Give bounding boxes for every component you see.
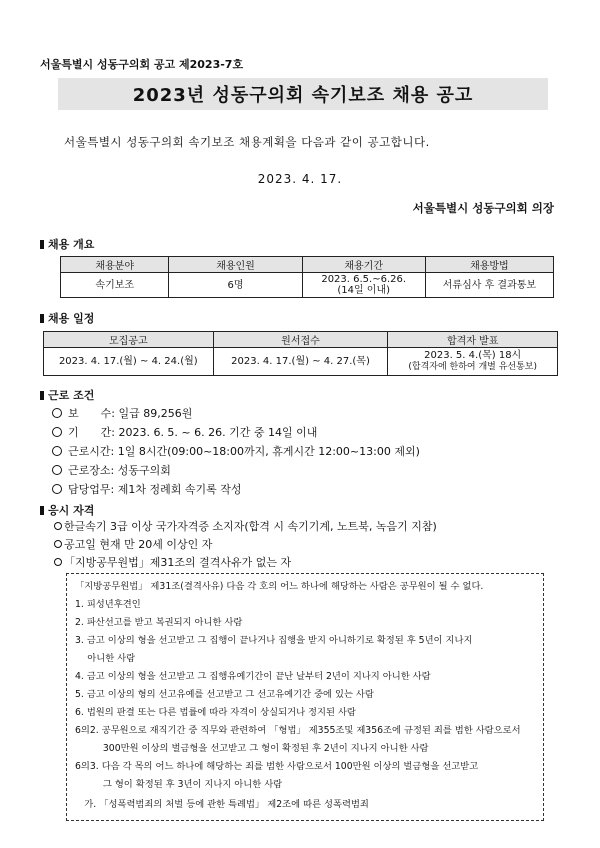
overview-period-note: (14일 이내) bbox=[337, 285, 391, 296]
schedule-header: 합격자 발표 bbox=[388, 332, 558, 348]
qualification-item bbox=[54, 554, 291, 570]
condition-item bbox=[52, 481, 241, 497]
box-line: 6. 법원의 판결 또는 다른 법률에 따라 자격이 상실되거나 정지된 사람 bbox=[75, 707, 356, 718]
circle-bullet-icon bbox=[52, 465, 62, 475]
overview-header: 채용분야 bbox=[61, 257, 169, 273]
circle-bullet-icon bbox=[52, 446, 62, 456]
disqualification-box bbox=[66, 573, 544, 821]
page-title: 2023년 성동구의회 속기보조 채용 공고 bbox=[132, 85, 474, 106]
section-overview bbox=[40, 236, 94, 252]
section-conditions bbox=[40, 387, 94, 403]
box-line: 300만원 이상의 벌금형을 선고받고 그 형이 확정된 후 2년이 지나지 아니한 사람 bbox=[75, 743, 429, 754]
condition-text: 근로시간: 1일 8시간(09:00~18:00까지, 휴게시간 12:00~13:00 제외) bbox=[68, 445, 420, 458]
schedule-announce-date: 2023. 5. 4.(목) 18시 bbox=[424, 350, 522, 361]
condition-text: 근로장소: 성동구의회 bbox=[68, 464, 171, 477]
circle-bullet-icon bbox=[52, 408, 62, 418]
overview-header: 채용방법 bbox=[425, 257, 553, 273]
qualification-text: 한글속기 3급 이상 국가자격증 소지자(합격 시 속기기계, 노트북, 녹음기 지참) bbox=[64, 520, 437, 533]
notice-number: 서울특별시 성동구의회 공고 제2023-7호 bbox=[40, 58, 244, 71]
box-line: 6의3. 다음 각 목의 어느 하나에 해당하는 죄를 범한 사람으로서 100만원 이상의 벌금형을 선고받고 bbox=[75, 761, 479, 772]
box-line: 5. 금고 이상의 형의 선고유예를 선고받고 그 선고유예기간 중에 있는 사람 bbox=[75, 689, 374, 700]
box-line: 그 형이 확정된 후 3년이 지나지 아니한 사람 bbox=[75, 779, 283, 790]
section-qualification bbox=[40, 502, 94, 518]
schedule-cell-application: 2023. 4. 17.(월) ~ 4. 27.(목) bbox=[213, 348, 388, 376]
circle-bullet-icon bbox=[54, 558, 62, 566]
schedule-announce-note: (합격자에 한하여 개별 유선통보) bbox=[408, 362, 537, 372]
overview-cell-period bbox=[302, 273, 425, 298]
qualification-item bbox=[54, 518, 437, 534]
condition-text: 기 간: 2023. 6. 5. ~ 6. 26. 기간 중 14일 이내 bbox=[68, 426, 318, 439]
section-schedule-heading: 채용 일정 bbox=[48, 312, 95, 325]
schedule-cell-notice: 2023. 4. 17.(월) ~ 4. 24.(월) bbox=[44, 348, 214, 376]
notice-date: 2023. 4. 17. bbox=[257, 172, 343, 186]
overview-table bbox=[60, 256, 554, 298]
circle-bullet-icon bbox=[54, 522, 62, 530]
box-line: 아니한 사람 bbox=[75, 653, 136, 664]
box-line: 4. 금고 이상의 형을 선고받고 그 집행유예기간이 끝난 날부터 2년이 지나지 아니한 사람 bbox=[75, 671, 431, 682]
qualification-text: 공고일 현재 만 20세 이상인 자 bbox=[64, 538, 213, 551]
overview-cell-field: 속기보조 bbox=[61, 273, 169, 298]
section-qualification-heading: 응시 자격 bbox=[48, 504, 95, 517]
condition-text: 보 수: 일급 89,256원 bbox=[68, 407, 193, 420]
overview-period-line: 2023. 6.5.~6.26. bbox=[321, 274, 407, 285]
signer: 서울특별시 성동구의회 의장 bbox=[412, 201, 554, 215]
overview-cell-method: 서류심사 후 결과통보 bbox=[425, 273, 553, 298]
condition-item bbox=[52, 462, 171, 478]
qualification-item bbox=[54, 536, 212, 552]
section-schedule bbox=[40, 310, 94, 326]
section-marker-icon bbox=[40, 506, 44, 515]
section-overview-heading: 채용 개요 bbox=[48, 238, 95, 251]
circle-bullet-icon bbox=[54, 540, 62, 548]
condition-item bbox=[52, 405, 192, 421]
qualification-text: 「지방공무원법」제31조의 결격사유가 없는 자 bbox=[64, 556, 292, 569]
box-line: 2. 파산선고를 받고 복권되지 아니한 사람 bbox=[75, 617, 243, 628]
overview-header: 채용기간 bbox=[302, 257, 425, 273]
schedule-table bbox=[43, 331, 558, 376]
box-line: 「지방공무원법」 제31조(결격사유) 다음 각 호의 어느 하나에 해당하는 사람은 공무원이 될 수 없다. bbox=[75, 581, 484, 592]
box-line: 3. 금고 이상의 형을 선고받고 그 집행이 끝나거나 집행을 받지 아니하기로 확정된 후 5년이 지나지 bbox=[75, 635, 473, 646]
section-marker-icon bbox=[40, 391, 44, 400]
title-bar bbox=[58, 78, 548, 110]
condition-item bbox=[52, 424, 317, 440]
condition-item bbox=[52, 443, 420, 459]
intro-text: 서울특별시 성동구의회 속기보조 채용계획을 다음과 같이 공고합니다. bbox=[64, 135, 430, 149]
circle-bullet-icon bbox=[52, 427, 62, 437]
section-marker-icon bbox=[40, 240, 44, 249]
box-line: 가. 「성폭력범죄의 처벌 등에 관한 특례법」 제2조에 따른 성폭력범죄 bbox=[75, 799, 369, 810]
condition-text: 담당업무: 제1차 정례회 속기록 작성 bbox=[68, 483, 242, 496]
box-line: 6의2. 공무원으로 재직기간 중 직무와 관련하여 「형법」 제355조및 제356조에 규정된 죄를 범한 사람으로서 bbox=[75, 725, 521, 736]
section-conditions-heading: 근로 조건 bbox=[48, 389, 95, 402]
circle-bullet-icon bbox=[52, 484, 62, 494]
overview-header: 채용인원 bbox=[169, 257, 302, 273]
overview-cell-count: 6명 bbox=[169, 273, 302, 298]
schedule-header: 원서접수 bbox=[213, 332, 388, 348]
section-marker-icon bbox=[40, 314, 44, 323]
schedule-cell-announcement bbox=[388, 348, 558, 376]
box-line: 1. 피성년후견인 bbox=[75, 599, 141, 610]
schedule-header: 모집공고 bbox=[44, 332, 214, 348]
